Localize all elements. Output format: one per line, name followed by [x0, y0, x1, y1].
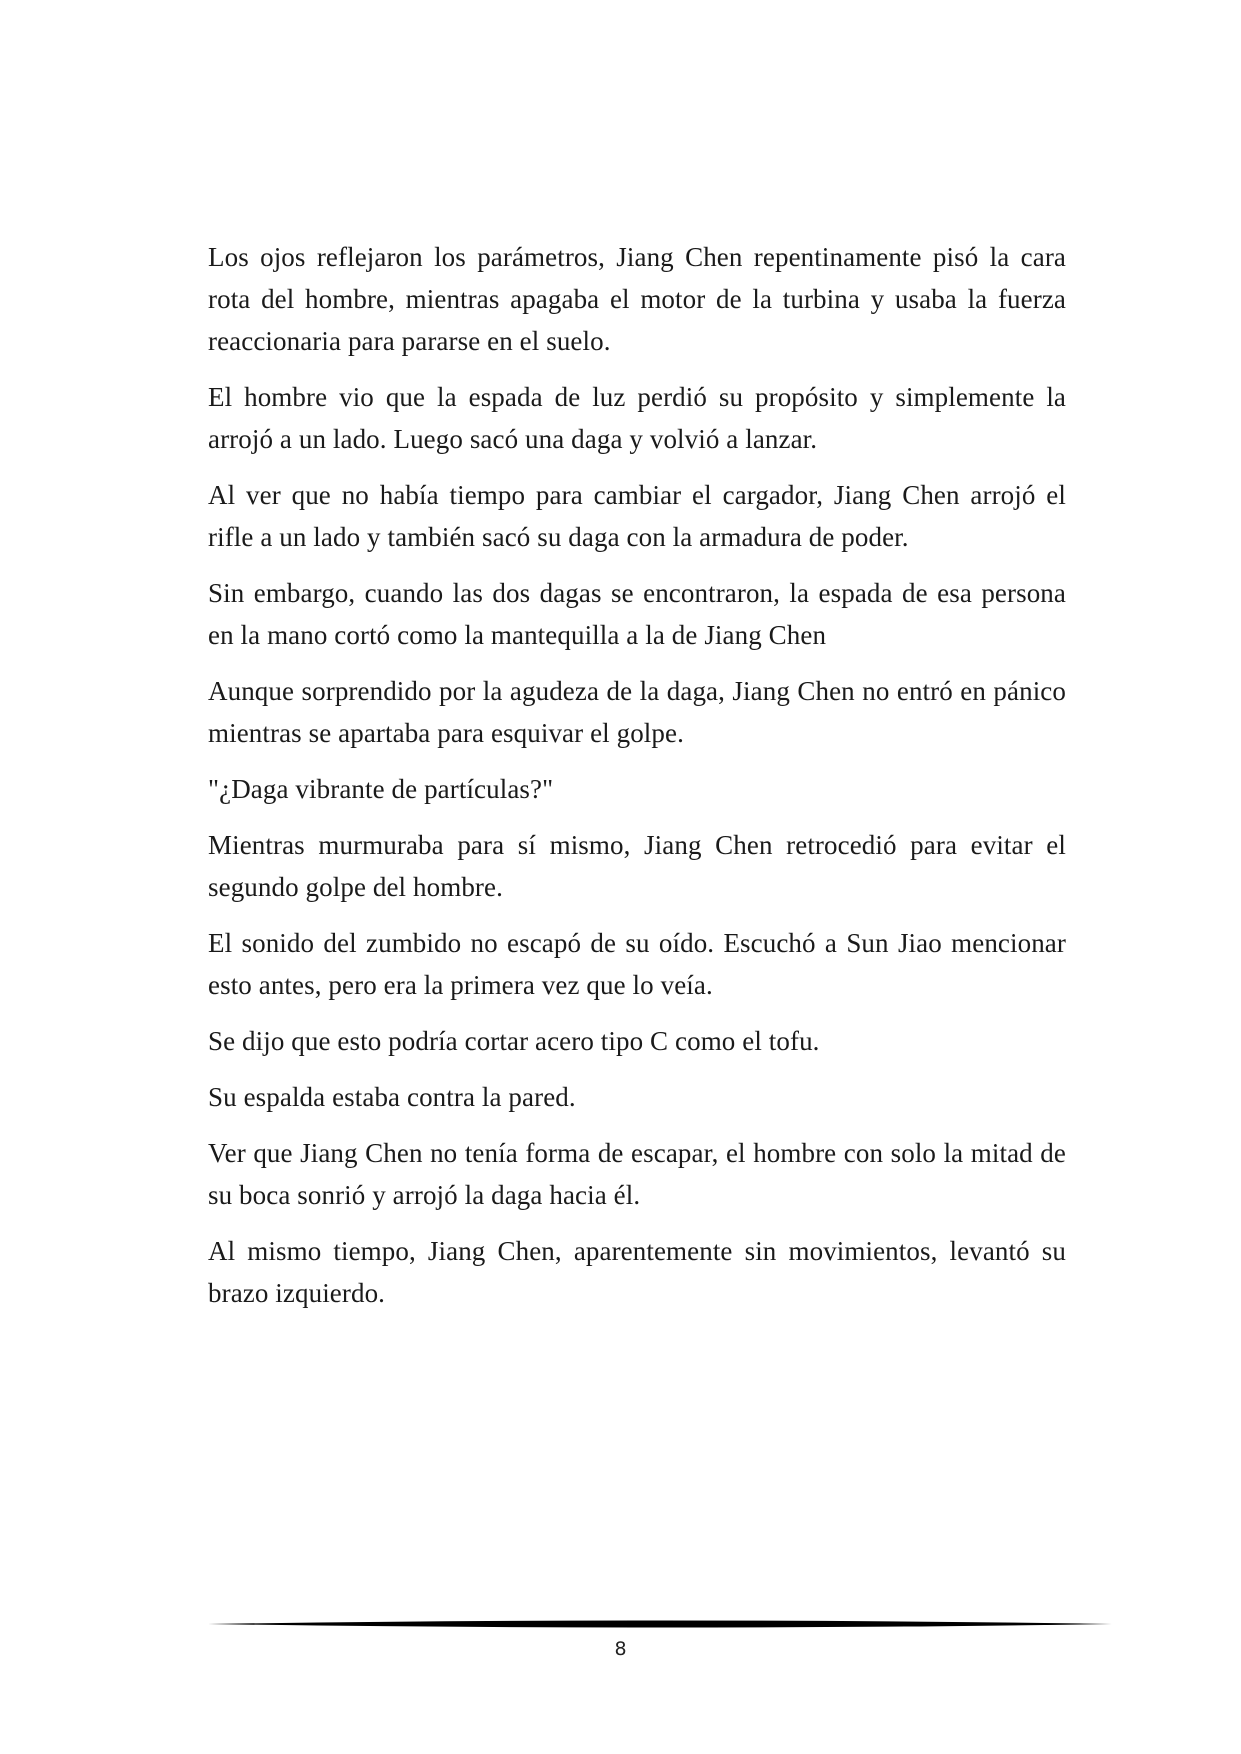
paragraph: Aunque sorprendido por la agudeza de la daga, Jiang Chen no entró en pánico mientras se apartaba para esquivar el golpe. — [208, 676, 1066, 748]
body-text — [208, 236, 1066, 1328]
paragraph: Mientras murmuraba para sí mismo, Jiang Chen retrocedió para evitar el segundo golpe del hombre. — [208, 830, 1066, 902]
paragraph: Ver que Jiang Chen no tenía forma de escapar, el hombre con solo la mitad de su boca sonrió y arrojó la daga hacia él. — [208, 1138, 1066, 1210]
paragraph: Su espalda estaba contra la pared. — [208, 1082, 576, 1112]
footer-divider — [208, 1617, 1112, 1631]
page-number: 8 — [614, 1638, 627, 1660]
paragraph: El sonido del zumbido no escapó de su oído. Escuchó a Sun Jiao mencionar esto antes, pero era la primera vez que lo veía. — [208, 928, 1066, 1000]
paragraph: El hombre vio que la espada de luz perdió su propósito y simplemente la arrojó a un lado. Luego sacó una daga y volvió a lanzar. — [208, 382, 1066, 454]
paragraph: Al mismo tiempo, Jiang Chen, aparentemente sin movimientos, levantó su brazo izquierdo. — [208, 1236, 1066, 1308]
paragraph: "¿Daga vibrante de partículas?" — [208, 774, 554, 804]
paragraph: Sin embargo, cuando las dos dagas se encontraron, la espada de esa persona en la mano cortó como la mantequilla a la de Jiang Chen — [208, 578, 1066, 650]
paragraph: Los ojos reflejaron los parámetros, Jiang Chen repentinamente pisó la cara rota del hombre, mientras apagaba el motor de la turbina y usaba la fuerza reaccionaria para pararse en el suelo. — [208, 242, 1066, 356]
paragraph: Se dijo que esto podría cortar acero tipo C como el tofu. — [208, 1026, 820, 1056]
paragraph: Al ver que no había tiempo para cambiar el cargador, Jiang Chen arrojó el rifle a un lado y también sacó su daga con la armadura de poder. — [208, 480, 1066, 552]
